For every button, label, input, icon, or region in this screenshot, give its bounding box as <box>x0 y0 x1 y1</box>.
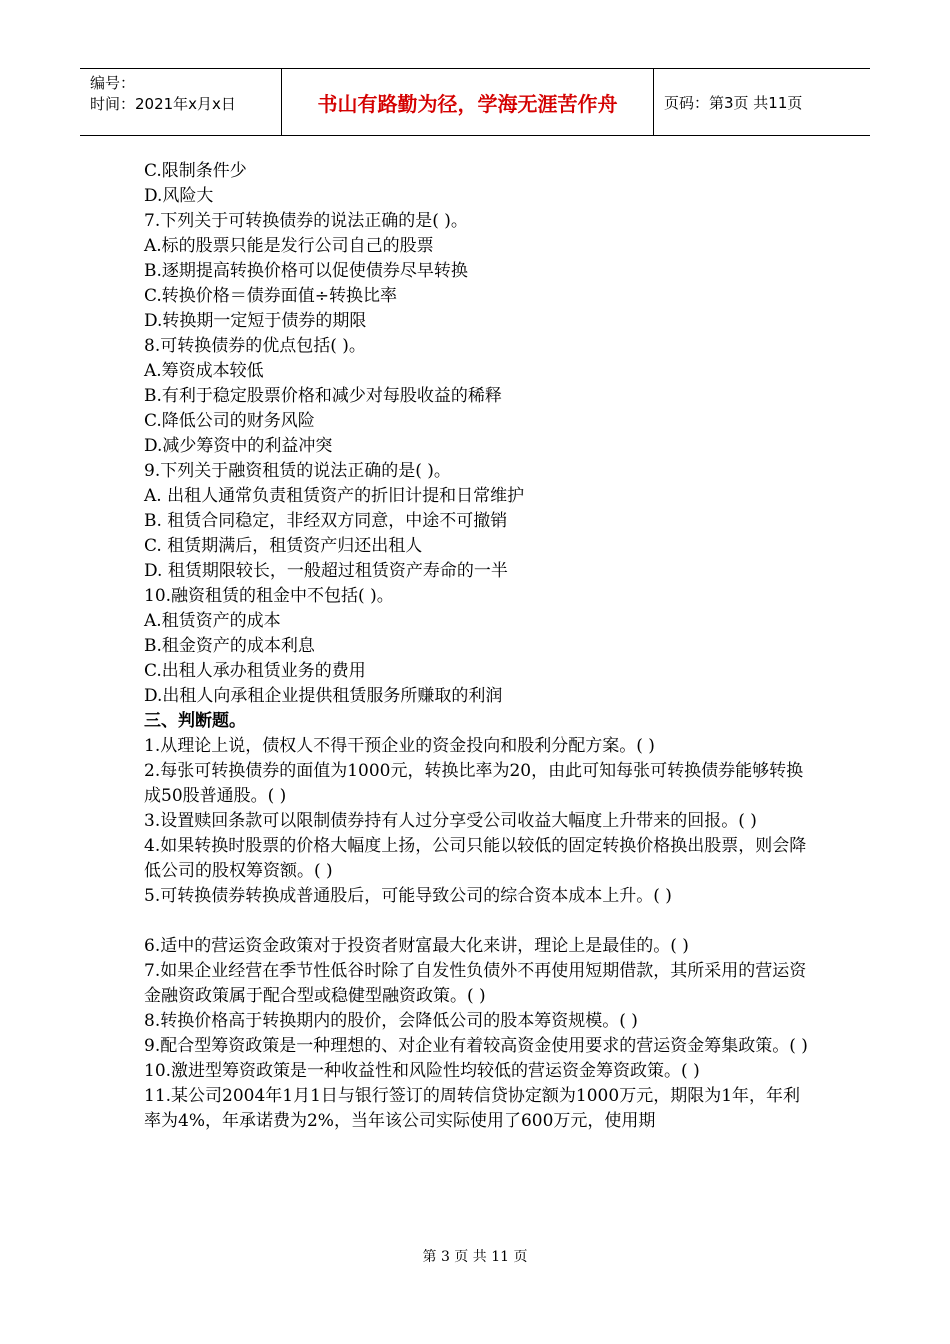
judgment-item: 7.如果企业经营在季节性低谷时除了自发性负债外不再使用短期借款，其所采用的营运资金融资政策属于配合型或稳健型融资政策。( ) <box>144 961 807 1006</box>
question-line: D.转换期一定短于债券的期限 <box>144 311 367 331</box>
question-line: D.风险大 <box>144 186 214 206</box>
judgment-item: 9.配合型筹资政策是一种理想的、对企业有着较高资金使用要求的营运资金筹集政策。( ) <box>144 1036 808 1056</box>
question-line: B.租金资产的成本利息 <box>144 636 315 656</box>
question-line: A.标的股票只能是发行公司自己的股票 <box>144 236 434 256</box>
page-footer: 第 3 页 共 11 页 <box>422 1249 528 1265</box>
judgment-item: 5.可转换债券转换成普通股后，可能导致公司的综合资本成本上升。( ) <box>144 886 672 906</box>
page-header <box>80 68 870 136</box>
question-line: 10.融资租赁的租金中不包括( )。 <box>144 586 394 606</box>
section-title: 三、判断题。 <box>144 711 246 731</box>
judgment-item: 4.如果转换时股票的价格大幅度上扬，公司只能以较低的固定转换价格换出股票，则会降低公司的股权筹资额。( ) <box>144 836 807 881</box>
judgment-item: 11.某公司2004年1月1日与银行签订的周转信贷协定额为1000万元，期限为1年，年利率为4%，年承诺费为2%，当年该公司实际使用了600万元，使用期 <box>144 1086 801 1131</box>
header-meta <box>80 69 282 135</box>
question-line: 7.下列关于可转换债券的说法正确的是( )。 <box>144 211 468 231</box>
judgment-item: 8.转换价格高于转换期内的股价，会降低公司的股本筹资规模。( ) <box>144 1011 638 1031</box>
judgment-item: 6.适中的营运资金政策对于投资者财富最大化来讲，理论上是最佳的。( ) <box>144 936 689 956</box>
question-line: C.限制条件少 <box>144 161 247 181</box>
question-line: C.转换价格＝债券面值÷转换比率 <box>144 286 398 306</box>
question-line: A.筹资成本较低 <box>144 361 264 381</box>
question-line: C.降低公司的财务风险 <box>144 411 315 431</box>
judgment-item: 2.每张可转换债券的面值为1000元，转换比率为20，由此可知每张可转换债券能够转换成50股普通股。( ) <box>144 761 804 806</box>
header-motto: 书山有路勤为径，学海无涯苦作舟 <box>282 69 654 135</box>
question-line: A.租赁资产的成本 <box>144 611 281 631</box>
question-line: D.出租人向承租企业提供租赁服务所赚取的利润 <box>144 686 503 706</box>
judgment-item: 3.设置赎回条款可以限制债券持有人过分享受公司收益大幅度上升带来的回报。( ) <box>144 811 757 831</box>
question-line: A. 出租人通常负责租赁资产的折旧计提和日常维护 <box>144 486 525 506</box>
question-line: B. 租赁合同稳定，非经双方同意，中途不可撤销 <box>144 511 508 531</box>
document-number-label: 编号： <box>90 74 136 92</box>
blank-line <box>144 909 814 934</box>
question-line: D.减少筹资中的利益冲突 <box>144 436 333 456</box>
document-date: 时间：2021年x月x日 <box>90 95 236 113</box>
document-body <box>144 159 814 1134</box>
question-line: B.逐期提高转换价格可以促使债券尽早转换 <box>144 261 468 281</box>
question-line: B.有利于稳定股票价格和减少对每股收益的稀释 <box>144 386 502 406</box>
judgment-questions <box>144 734 814 1134</box>
multiple-choice-lines <box>144 159 814 709</box>
question-line: C. 租赁期满后，租赁资产归还出租人 <box>144 536 423 556</box>
judgment-item: 1.从理论上说，债权人不得干预企业的资金投向和股利分配方案。( ) <box>144 736 655 756</box>
question-line: D. 租赁期限较长，一般超过租赁资产寿命的一半 <box>144 561 508 581</box>
judgment-item: 10.激进型筹资政策是一种收益性和风险性均较低的营运资金筹资政策。( ) <box>144 1061 700 1081</box>
header-page-info: 页码：第3页 共11页 <box>664 93 803 112</box>
question-line: 8.可转换债券的优点包括( )。 <box>144 336 366 356</box>
question-line: 9.下列关于融资租赁的说法正确的是( )。 <box>144 461 451 481</box>
question-line: C.出租人承办租赁业务的费用 <box>144 661 366 681</box>
